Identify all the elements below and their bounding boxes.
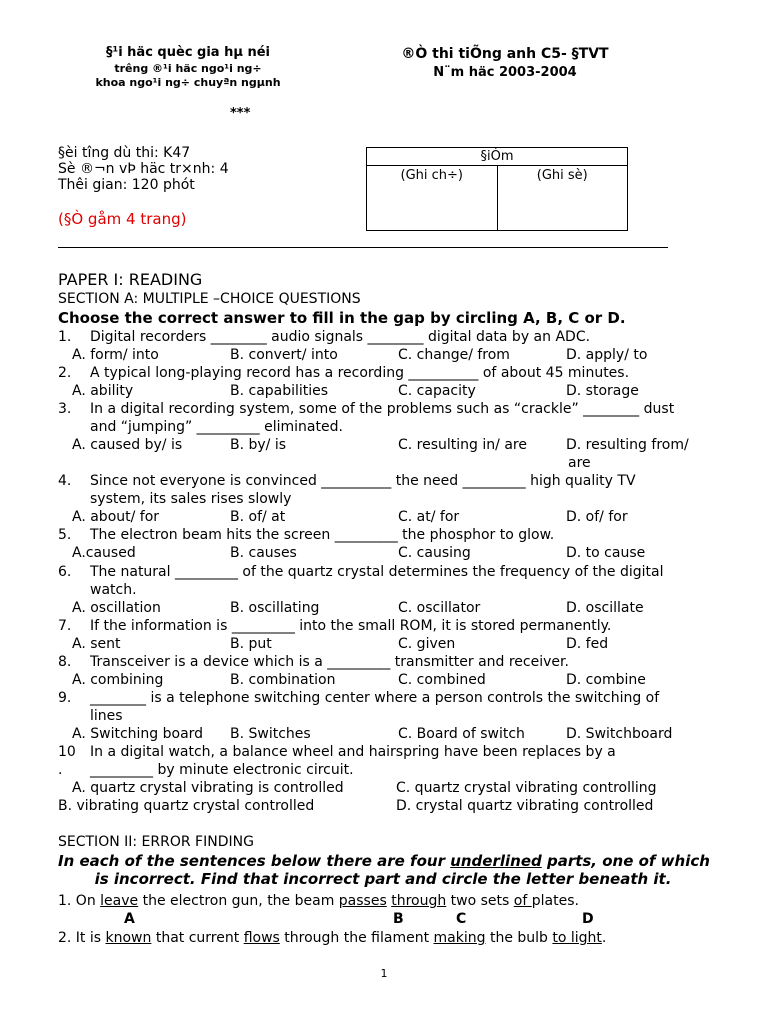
- option-b[interactable]: B. put: [230, 636, 272, 652]
- error-sentence: 1. On leave the electron gun, the beam passes through two sets of plates.: [58, 893, 579, 909]
- option-c[interactable]: C. Board of switch: [398, 726, 525, 742]
- pages-note: (§Ò gåm 4 trang): [58, 210, 187, 228]
- question-number: 9.: [58, 690, 72, 706]
- candidates-line: §èi tîng dù thi: K47: [58, 145, 191, 161]
- option-a[interactable]: A. form/ into: [72, 347, 159, 363]
- question-text: In a digital recording system, some of the problems such as “crackle” ________ dust: [90, 401, 675, 417]
- score-box-title: §iÓm: [367, 148, 627, 166]
- section-b-instruction-line2: is incorrect. Find that incorrect part and circle the letter beneath it.: [94, 870, 672, 888]
- letter-d[interactable]: D: [582, 911, 594, 927]
- option-a[interactable]: A. Switching board: [72, 726, 204, 742]
- letter-c[interactable]: C: [456, 911, 467, 927]
- option-c[interactable]: C. capacity: [398, 383, 476, 399]
- score-box: [366, 147, 628, 231]
- letter-a[interactable]: A: [124, 911, 135, 927]
- error-sentence: 2. It is known that current flows through the filament making the bulb to light.: [58, 930, 607, 946]
- exam-title: ®Ò thi tiÕng anh C5- §TVT: [401, 46, 609, 62]
- option-a[interactable]: A.caused: [72, 545, 136, 561]
- option-a[interactable]: A. caused by/ is: [72, 437, 183, 453]
- section-b-title: SECTION II: ERROR FINDING: [58, 834, 254, 850]
- options-row: [58, 798, 748, 816]
- part-d[interactable]: of: [513, 893, 532, 909]
- section-a-instruction: Choose the correct answer to fill in the gap by circling A, B, C or D.: [58, 309, 626, 327]
- options-row: [58, 726, 748, 744]
- question-text: Since not everyone is convinced __________ the need _________ high quality TV: [90, 473, 636, 489]
- university-name: §¹i häc quèc gia hµ néi: [106, 45, 270, 60]
- score-number-column: (Ghi sè): [497, 166, 628, 231]
- options-row: [58, 600, 748, 618]
- option-b[interactable]: B. oscillating: [230, 600, 320, 616]
- question-number: 2.: [58, 365, 72, 381]
- question-text: The natural _________ of the quartz crystal determines the frequency of the digital: [90, 564, 664, 580]
- question-number: 6.: [58, 564, 72, 580]
- option-b[interactable]: B. causes: [230, 545, 297, 561]
- letter-b[interactable]: B: [393, 911, 404, 927]
- option-d[interactable]: D. fed: [566, 636, 609, 652]
- question-text: Digital recorders ________ audio signals ________ digital data by an ADC.: [90, 329, 591, 345]
- option-c[interactable]: C. change/ from: [398, 347, 510, 363]
- stars-separator: ***: [230, 106, 251, 121]
- section-a-title: SECTION A: MULTIPLE –CHOICE QUESTIONS: [58, 291, 361, 307]
- option-d[interactable]: D. storage: [566, 383, 639, 399]
- page-number: 1: [380, 967, 388, 980]
- divider-line: [58, 247, 668, 248]
- options-row: [58, 347, 748, 365]
- underlined-word: underlined: [450, 852, 542, 870]
- option-d[interactable]: D. Switchboard: [566, 726, 673, 742]
- option-b[interactable]: B. capabilities: [230, 383, 329, 399]
- option-d[interactable]: D. combine: [566, 672, 646, 688]
- paper-title: PAPER I: READING: [58, 270, 203, 289]
- school-year: N¨m häc 2003-2004: [433, 65, 577, 80]
- part-c[interactable]: through: [391, 893, 447, 909]
- options-row: [58, 636, 748, 654]
- part-a[interactable]: known: [105, 930, 152, 946]
- option-c[interactable]: C. quartz crystal vibrating controlling: [396, 780, 657, 796]
- question-number: 7.: [58, 618, 72, 634]
- options-row: [58, 383, 748, 401]
- section-b-instruction-line1: In each of the sentences below there are four underlined parts, one of which: [58, 852, 710, 870]
- option-a[interactable]: A. sent: [72, 636, 121, 652]
- part-c[interactable]: making: [433, 930, 486, 946]
- faculty-name: khoa ngo¹i ng÷ chuyªn ngµnh: [95, 76, 281, 89]
- options-row: [58, 509, 748, 527]
- option-c[interactable]: C. oscillator: [398, 600, 481, 616]
- option-a[interactable]: A. combining: [72, 672, 164, 688]
- option-c[interactable]: C. causing: [398, 545, 471, 561]
- question-text: If the information is _________ into the small ROM, it is stored permanently.: [90, 618, 612, 634]
- option-d[interactable]: D. resulting from/: [566, 437, 689, 453]
- school-name: trêng ®¹i häc ngo¹i ng÷: [114, 62, 262, 75]
- part-b[interactable]: passes: [338, 893, 387, 909]
- option-d[interactable]: D. to cause: [566, 545, 646, 561]
- question-text: In a digital watch, a balance wheel and hairspring have been replaces by a: [90, 744, 616, 760]
- options-row: [58, 672, 748, 690]
- question-text: Transceiver is a device which is a _________ transmitter and receiver.: [90, 654, 569, 670]
- question-number: 1.: [58, 329, 72, 345]
- option-b[interactable]: B. vibrating quartz crystal controlled: [58, 798, 315, 814]
- option-b[interactable]: B. Switches: [230, 726, 311, 742]
- question-text: A typical long-playing record has a recording __________ of about 45 minutes.: [90, 365, 630, 381]
- question-text-continued: lines: [90, 708, 123, 724]
- option-c[interactable]: C. resulting in/ are: [398, 437, 527, 453]
- credits-line: Sè ®¬n vÞ häc tr×nh: 4: [58, 161, 229, 177]
- option-a[interactable]: A. about/ for: [72, 509, 160, 525]
- question-text: The electron beam hits the screen _________ the phosphor to glow.: [90, 527, 555, 543]
- option-b[interactable]: B. by/ is: [230, 437, 287, 453]
- option-d[interactable]: D. of/ for: [566, 509, 628, 525]
- question-number: 8.: [58, 654, 72, 670]
- question-number-dot: .: [58, 762, 63, 778]
- options-row: [58, 437, 748, 455]
- question-text-continued: _________ by minute electronic circuit.: [90, 762, 354, 778]
- question-text-continued: and “jumping” _________ eliminated.: [90, 419, 343, 435]
- option-d-continued: are: [568, 455, 591, 471]
- option-d[interactable]: D. oscillate: [566, 600, 644, 616]
- part-a[interactable]: leave: [100, 893, 139, 909]
- question-number: 4.: [58, 473, 72, 489]
- question-text: ________ is a telephone switching center where a person controls the switching of: [90, 690, 660, 706]
- score-words-column: (Ghi ch÷): [400, 168, 463, 183]
- option-a[interactable]: A. quartz crystal vibrating is controlled: [72, 780, 344, 796]
- options-row: [58, 545, 748, 563]
- part-d[interactable]: to light: [552, 930, 602, 946]
- option-b[interactable]: B. convert/ into: [230, 347, 338, 363]
- question-text-continued: watch.: [90, 582, 137, 598]
- option-a[interactable]: A. ability: [72, 383, 134, 399]
- option-a[interactable]: A. oscillation: [72, 600, 161, 616]
- question-number: 10: [58, 744, 76, 760]
- question-number: 3.: [58, 401, 72, 417]
- option-c[interactable]: C. combined: [398, 672, 486, 688]
- question-number: 5.: [58, 527, 72, 543]
- option-d[interactable]: D. apply/ to: [566, 347, 648, 363]
- part-b[interactable]: flows: [243, 930, 280, 946]
- option-c[interactable]: C. given: [398, 636, 456, 652]
- time-line: Thêi gian: 120 phót: [58, 177, 195, 193]
- question-text-continued: system, its sales rises slowly: [90, 491, 292, 507]
- option-b[interactable]: B. combination: [230, 672, 336, 688]
- option-c[interactable]: C. at/ for: [398, 509, 460, 525]
- option-b[interactable]: B. of/ at: [230, 509, 286, 525]
- option-d[interactable]: D. crystal quartz vibrating controlled: [396, 798, 654, 814]
- options-row: [58, 780, 748, 798]
